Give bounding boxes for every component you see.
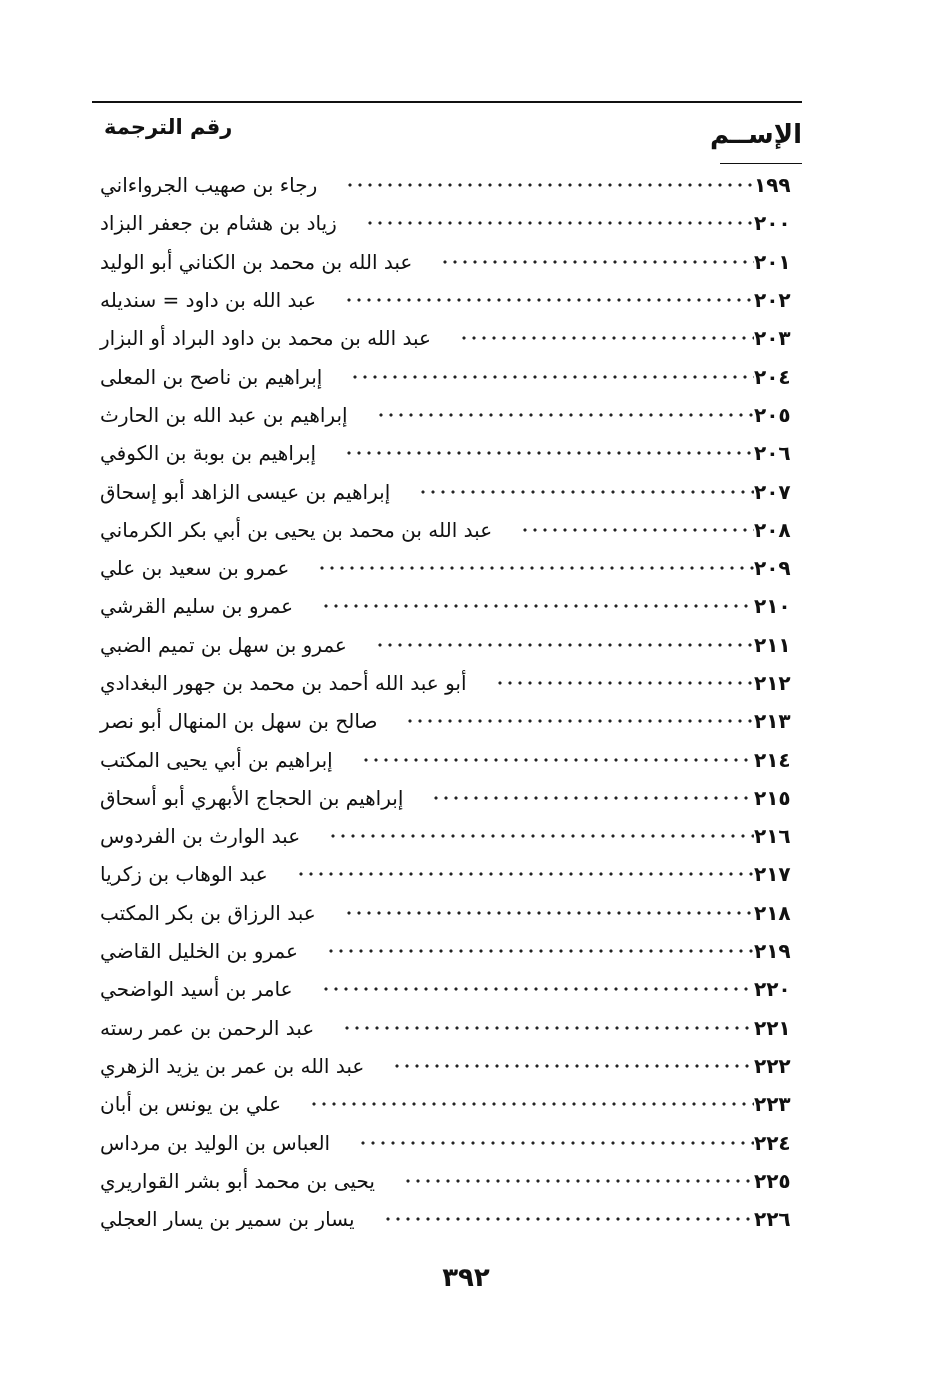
entry-number: ٢٠٥ bbox=[754, 402, 791, 427]
entry-name: عبد الله بن محمد بن الكناني أبو الوليد bbox=[100, 249, 413, 274]
entry-name: عبد الله بن داود = سنديله bbox=[100, 288, 317, 313]
header-rule bbox=[92, 101, 802, 103]
list-item bbox=[92, 166, 802, 204]
list-item bbox=[92, 932, 802, 970]
entry-number: ١٩٩ bbox=[754, 173, 791, 198]
entry-number: ٢٢٥ bbox=[754, 1168, 791, 1193]
entry-name: عبد الرزاق بن بكر المكتب bbox=[100, 900, 316, 925]
number-column-heading: رقم الترجمة bbox=[104, 115, 233, 139]
list-item bbox=[92, 817, 802, 855]
entry-name: عمرو بن الخليل القاضي bbox=[100, 939, 298, 964]
entry-number: ٢٠٧ bbox=[754, 479, 791, 504]
dot-leader bbox=[344, 446, 754, 460]
entry-number: ٢٠٣ bbox=[754, 326, 791, 351]
entry-number: ٢١٩ bbox=[754, 939, 791, 964]
dot-leader bbox=[495, 676, 754, 690]
dot-leader bbox=[405, 714, 754, 728]
list-item bbox=[92, 1162, 802, 1200]
entry-name: عمرو بن سهل بن تميم الضبي bbox=[100, 632, 347, 657]
dot-leader bbox=[459, 331, 754, 345]
entry-number: ٢٠٤ bbox=[754, 364, 791, 389]
list-item bbox=[92, 1047, 802, 1085]
entry-name: إبراهيم بن عيسى الزاهد أبو إسحاق bbox=[100, 479, 391, 504]
entry-name: إبراهيم بن بوبة بن الكوفي bbox=[100, 441, 317, 466]
list-item bbox=[92, 1200, 802, 1238]
dot-leader bbox=[321, 982, 754, 996]
list-item bbox=[92, 472, 802, 510]
table-header bbox=[92, 108, 802, 158]
entry-name: عمرو بن سعيد بن علي bbox=[100, 556, 290, 581]
dot-leader bbox=[309, 1097, 754, 1111]
entry-name: عبد الرحمن بن عمر رسته bbox=[100, 1015, 315, 1040]
dot-leader bbox=[317, 561, 754, 575]
list-item bbox=[92, 626, 802, 664]
entry-number: ٢١٤ bbox=[754, 747, 791, 772]
dot-leader bbox=[344, 906, 754, 920]
entry-number: ٢٢٣ bbox=[754, 1092, 791, 1117]
dot-leader bbox=[296, 867, 754, 881]
entry-number: ٢١٥ bbox=[754, 785, 791, 810]
dot-leader bbox=[321, 599, 754, 613]
entry-number: ٢١٠ bbox=[754, 594, 791, 619]
dot-leader bbox=[326, 944, 754, 958]
entry-name: إبراهيم بن ناصح بن المعلى bbox=[100, 364, 323, 389]
list-item bbox=[92, 549, 802, 587]
list-item bbox=[92, 779, 802, 817]
entry-number: ٢٢١ bbox=[754, 1015, 791, 1040]
entry-number: ٢١٦ bbox=[754, 824, 791, 849]
entry-number: ٢٢٠ bbox=[754, 977, 791, 1002]
entry-number: ٢٢٢ bbox=[754, 1053, 791, 1078]
list-item bbox=[92, 894, 802, 932]
entry-name: إبراهيم بن أبي يحيى المكتب bbox=[100, 747, 333, 772]
entry-name: عامر بن أسيد الواضحي bbox=[100, 977, 293, 1002]
entries-list bbox=[92, 166, 802, 1238]
entry-number: ٢١٨ bbox=[754, 900, 791, 925]
dot-leader bbox=[345, 178, 754, 192]
dot-leader bbox=[361, 753, 754, 767]
entry-name: يحيى بن محمد أبو بشر القواريري bbox=[100, 1168, 375, 1193]
entry-number: ٢١١ bbox=[754, 632, 791, 657]
entry-name: علي بن يونس بن أبان bbox=[100, 1092, 282, 1117]
entry-number: ٢١٧ bbox=[754, 862, 791, 887]
list-item bbox=[92, 204, 802, 242]
entry-number: ٢٢٤ bbox=[754, 1130, 791, 1155]
dot-leader bbox=[365, 216, 754, 230]
entry-name: أبو عبد الله أحمد بن محمد بن جهور البغدادي bbox=[100, 671, 467, 695]
dot-leader bbox=[328, 829, 754, 843]
entry-name: عبد الوهاب بن زكريا bbox=[100, 862, 268, 887]
list-item bbox=[92, 740, 802, 778]
dot-leader bbox=[418, 485, 754, 499]
entry-name: عبد الله بن محمد بن داود البراد أو البزار bbox=[100, 326, 431, 351]
list-item bbox=[92, 396, 802, 434]
entry-number: ٢١٣ bbox=[754, 709, 791, 734]
dot-leader bbox=[403, 1174, 754, 1188]
entry-number: ٢٠١ bbox=[754, 249, 791, 274]
entry-name: رجاء بن صهيب الجرواءاني bbox=[100, 173, 318, 198]
entry-name: زياد بن هشام بن جعفر البزاد bbox=[100, 211, 337, 236]
entry-number: ٢٢٦ bbox=[754, 1207, 791, 1232]
heading-underline bbox=[720, 163, 802, 164]
entry-name: عبد الوارث بن الفردوس bbox=[100, 824, 301, 849]
entry-number: ٢٠٨ bbox=[754, 517, 791, 542]
dot-leader bbox=[350, 370, 754, 384]
list-item bbox=[92, 664, 802, 702]
entry-number: ٢١٢ bbox=[754, 671, 791, 695]
list-item bbox=[92, 702, 802, 740]
entry-name: إبراهيم بن الحجاج الأبهري أبو أسحاق bbox=[100, 785, 404, 810]
entry-number: ٢٠٠ bbox=[754, 211, 791, 236]
dot-leader bbox=[342, 1021, 754, 1035]
dot-leader bbox=[375, 638, 754, 652]
entry-name: يسار بن سمير بن يسار العجلي bbox=[100, 1207, 355, 1232]
entry-name: عبد الله بن محمد بن يحيى بن أبي بكر الكرماني bbox=[100, 517, 493, 542]
list-item bbox=[92, 587, 802, 625]
list-item bbox=[92, 1123, 802, 1161]
entry-number: ٢٠٩ bbox=[754, 556, 791, 581]
list-item bbox=[92, 1085, 802, 1123]
entry-name: عمرو بن سليم القرشي bbox=[100, 594, 294, 619]
dot-leader bbox=[520, 523, 754, 537]
list-item bbox=[92, 511, 802, 549]
dot-leader bbox=[344, 293, 754, 307]
list-item bbox=[92, 434, 802, 472]
list-item bbox=[92, 855, 802, 893]
dot-leader bbox=[383, 1212, 754, 1226]
list-item bbox=[92, 1009, 802, 1047]
entry-name: عبد الله بن عمر بن يزيد الزهري bbox=[100, 1053, 365, 1078]
dot-leader bbox=[358, 1136, 754, 1150]
page-number: ٣٩٢ bbox=[442, 1263, 490, 1293]
dot-leader bbox=[376, 408, 754, 422]
list-item bbox=[92, 319, 802, 357]
entry-number: ٢٠٦ bbox=[754, 441, 791, 466]
entry-name: العباس بن الوليد بن مرداس bbox=[100, 1130, 331, 1155]
dot-leader bbox=[431, 791, 754, 805]
entry-name: إبراهيم بن عبد الله بن الحارث bbox=[100, 402, 348, 427]
list-item bbox=[92, 243, 802, 281]
list-item bbox=[92, 357, 802, 395]
list-item bbox=[92, 970, 802, 1008]
name-column-heading: الإســم bbox=[709, 120, 802, 150]
entry-name: صالح بن سهل بن المنهال أبو نصر bbox=[100, 709, 378, 734]
dot-leader bbox=[392, 1059, 754, 1073]
dot-leader bbox=[440, 255, 754, 269]
entry-number: ٢٠٢ bbox=[754, 288, 791, 313]
list-item bbox=[92, 281, 802, 319]
